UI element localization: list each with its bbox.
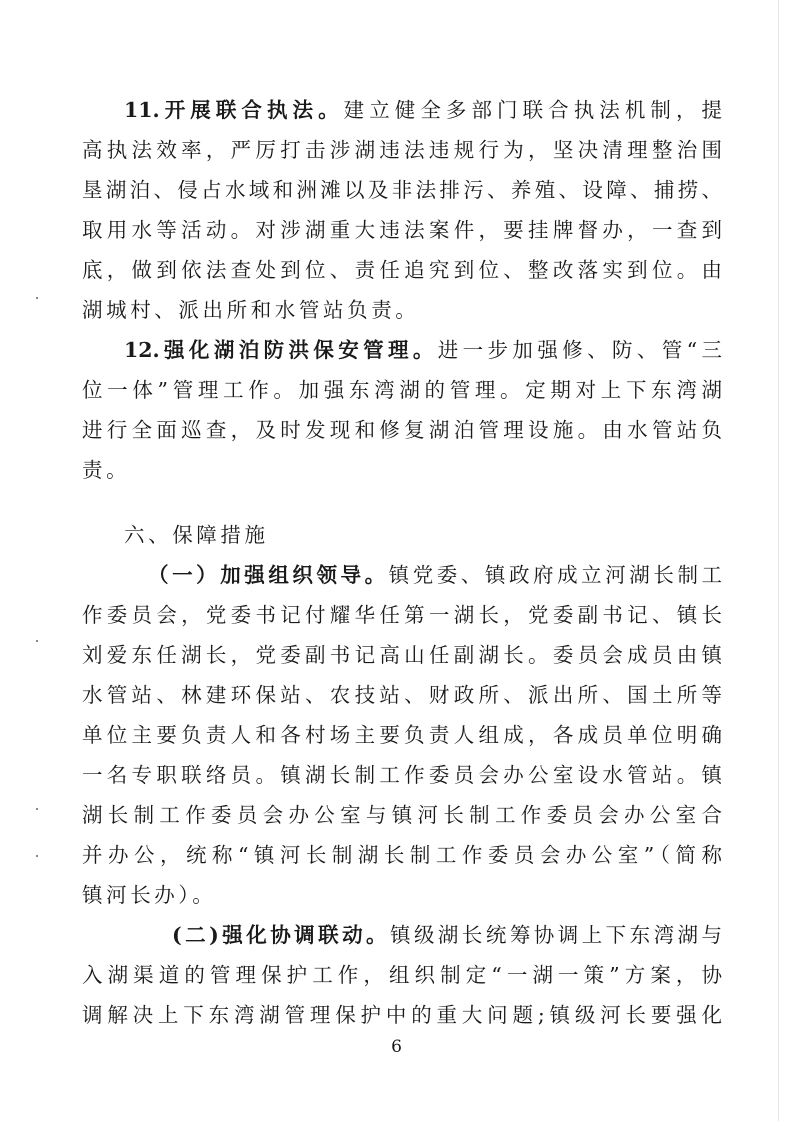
scan-mark [36, 855, 38, 857]
scan-mark [36, 808, 38, 810]
scan-mark [36, 640, 38, 642]
paragraph-line: 入湖渠道的管理保护工作，组织制定“一湖一策”方案，协 [82, 963, 722, 987]
paragraph-line: 进行全面巡查，及时发现和修复湖泊管理设施。由水管站负 [82, 418, 722, 442]
paragraph-line [124, 330, 722, 370]
text-run: 进一步加强修、防、管“三 [437, 338, 722, 362]
paragraph-line: 高执法效率，严厉打击涉湖违法违规行为，坚决清理整治围 [82, 138, 722, 162]
paragraph-line: 刘爱东任湖长，党委副书记高山任副湖长。委员会成员由镇 [82, 643, 722, 667]
page-number: 6 [391, 1037, 402, 1057]
text-run: 建立健全多部门联合执法机制，提 [343, 98, 723, 122]
item-heading: (二)强化协调联动。 [172, 923, 391, 947]
paragraph-line [124, 90, 722, 130]
paragraph-line: 作委员会，党委书记付耀华任第一湖长，党委副书记、镇长 [82, 603, 722, 627]
paragraph-line: 湖长制工作委员会办公室与镇河长制工作委员会办公室合 [82, 803, 722, 827]
section-heading: 六、保障措施 [124, 523, 269, 547]
paragraph-line: 调解决上下东湾湖管理保护中的重大问题;镇级河长要强化 [82, 1003, 722, 1027]
paragraph-line [148, 555, 722, 595]
paragraph-line: 并办公，统称“镇河长制湖长制工作委员会办公室”（简称 [82, 843, 722, 867]
paragraph-line: 一名专职联络员。镇湖长制工作委员会办公室设水管站。镇 [82, 763, 722, 787]
text-run: 镇党委、镇政府成立河湖长制工 [388, 563, 723, 587]
item-heading: （一）加强组织领导。 [148, 563, 389, 587]
text-run: 镇级湖长统筹协调上下东湾湖与 [390, 923, 723, 947]
item-heading: 12.强化湖泊防洪保安管理。 [124, 338, 438, 362]
paragraph-line: 取用水等活动。对涉湖重大违法案件，要挂牌督办，一查到 [82, 218, 722, 242]
paragraph-line: 单位主要负责人和各村场主要负责人组成，各成员单位明确 [82, 723, 722, 747]
paragraph-line: 底，做到依法查处到位、责任追究到位、整改落实到位。由 [82, 258, 722, 282]
paragraph-line: 位一体”管理工作。加强东湾湖的管理。定期对上下东湾湖 [82, 378, 722, 402]
paragraph-line: 湖城村、派出所和水管站负责。 [82, 298, 420, 322]
paragraph-line [172, 915, 722, 955]
paragraph-line: 垦湖泊、侵占水域和洲滩以及非法排污、养殖、设障、捕捞、 [82, 178, 722, 202]
page-edge-shadow [778, 0, 779, 1121]
paragraph-line: 责。 [82, 458, 131, 482]
item-heading: 11.开展联合执法。 [124, 98, 344, 122]
scan-mark [36, 297, 38, 299]
paragraph-line: 镇河长办）。 [82, 883, 217, 907]
paragraph-line: 水管站、林建环保站、农技站、财政所、派出所、国土所等 [82, 683, 722, 707]
